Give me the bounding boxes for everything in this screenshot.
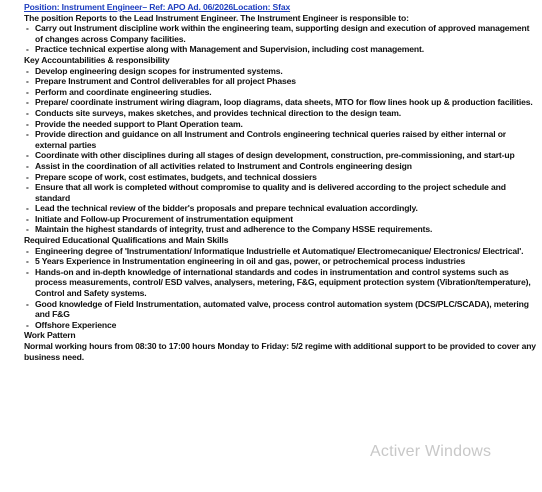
qualifications-heading: Required Educational Qualifications and Main Skills bbox=[24, 235, 229, 246]
intro-list bbox=[0, 23, 540, 55]
list-item: - Carry out Instrument discipline work within the engineering team, supporting design and execution of approved management of changes across Company facilities. bbox=[0, 23, 540, 44]
list-item: - Develop engineering design scopes for instrumented systems. bbox=[0, 66, 540, 77]
job-title-link[interactable]: Position: Instrument Engineer– Ref: APO Ad. 06/2026Location: Sfax bbox=[24, 2, 291, 12]
list-item: - Conducts site surveys, makes sketches, and provides technical direction to the design team. bbox=[0, 108, 540, 119]
list-item: - Assist in the coordination of all activities related to Instrument and Controls engineering design bbox=[0, 161, 540, 172]
windows-activation-watermark: Activer Windows bbox=[370, 443, 492, 460]
list-item: - Engineering degree of 'Instrumentation/ Informatique Industrielle et Automatique/ Electromecanique/ Electronics/ Electrical'. bbox=[0, 246, 540, 257]
list-item: - Initiate and Follow-up Procurement of instrumentation equipment bbox=[0, 214, 540, 225]
accountabilities-heading: Key Accountabilities & responsibility bbox=[24, 54, 170, 65]
list-item: - 5 Years Experience in Instrumentation engineering in oil and gas, power, or petrochemical process industries bbox=[0, 256, 540, 267]
list-item: - Maintain the highest standards of integrity, trust and adherence to the Company HSSE requirements. bbox=[0, 224, 540, 235]
list-item: - Ensure that all work is completed without compromise to quality and is delivered according to the project schedule and standard bbox=[0, 182, 540, 203]
intro-text: The position Reports to the Lead Instrument Engineer. The Instrument Engineer is responsible to: bbox=[24, 12, 409, 23]
list-item: - Practice technical expertise along with Management and Supervision, including cost management. bbox=[0, 44, 540, 55]
list-item: - Prepare Instrument and Control deliverables for all project Phases bbox=[0, 76, 540, 87]
job-posting-document bbox=[0, 2, 540, 362]
list-item: - Offshore Experience bbox=[0, 320, 540, 331]
list-item: - Prepare/ coordinate instrument wiring diagram, loop diagrams, data sheets, MTO for flow lines hook up & production facilities. bbox=[0, 97, 540, 108]
list-item: - Perform and coordinate engineering studies. bbox=[0, 87, 540, 98]
list-item: - Hands-on and in-depth knowledge of international standards and codes in instrumentation and control systems such as process measurements, control/ ESD valves, analysers, metering, F&G, equipment protection system (Vibration/temperature), Control and Safety systems. bbox=[0, 267, 540, 299]
list-item: - Prepare scope of work, cost estimates, budgets, and technical dossiers bbox=[0, 172, 540, 183]
qualifications-list bbox=[0, 246, 540, 331]
list-item: - Provide direction and guidance on all Instrument and Controls engineering technical queries raised by either internal or external parties bbox=[0, 129, 540, 150]
list-item: - Lead the technical review of the bidder's proposals and prepare technical evaluation accordingly. bbox=[0, 203, 540, 214]
list-item: - Provide the needed support to Plant Operation team. bbox=[0, 119, 540, 130]
accountabilities-list bbox=[0, 66, 540, 236]
list-item: - Good knowledge of Field Instrumentation, automated valve, process control automation system (DCS/PLC/SCADA), metering and F&G bbox=[0, 299, 540, 320]
work-pattern-heading: Work Pattern bbox=[24, 330, 76, 341]
work-pattern-text: Normal working hours from 08:30 to 17:00 hours Monday to Friday: 5/2 regime with additional support to be provided to cover any business need. bbox=[24, 341, 536, 362]
list-item: - Coordinate with other disciplines during all stages of design development, construction, pre-commissioning, and start-up bbox=[0, 150, 540, 161]
